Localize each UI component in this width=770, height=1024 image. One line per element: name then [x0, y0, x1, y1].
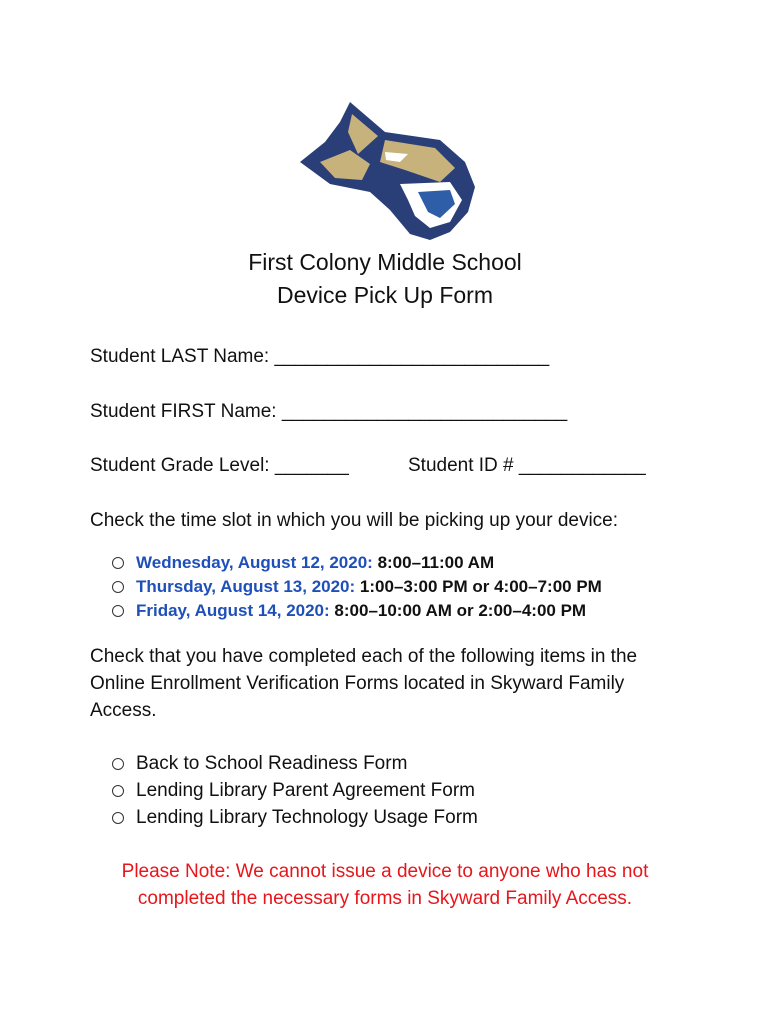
time-slot-option[interactable]: [112, 552, 494, 574]
time-slot-option[interactable]: [112, 600, 586, 622]
grade-level-field[interactable]: Student Grade Level: _______: [90, 455, 349, 476]
bobcat-mascot-icon: [290, 92, 490, 242]
note-line-2: completed the necessary forms in Skyward Family Access.: [137, 888, 633, 909]
form-checklist-item[interactable]: [112, 805, 478, 831]
time-slot-option[interactable]: [112, 576, 602, 598]
checkbox-circle-icon[interactable]: [112, 581, 124, 593]
school-name: First Colony Middle School: [248, 249, 522, 275]
last-name-field[interactable]: Student LAST Name: __________________________: [90, 346, 550, 367]
forms-prompt: Check that you have completed each of the following items in the Online Enrollment Verification Forms located in Skyward Family Access.: [90, 646, 638, 721]
checkbox-circle-icon[interactable]: [112, 605, 124, 617]
checkbox-circle-icon[interactable]: [112, 785, 124, 797]
form-checklist-item[interactable]: [112, 751, 407, 777]
time-slot-time: 1:00–3:00 PM or 4:00–7:00 PM: [359, 577, 602, 596]
form-item-label: Back to School Readiness Form: [136, 753, 408, 774]
time-slot-prompt: Check the time slot in which you will be picking up your device:: [90, 510, 619, 531]
form-item-label: Lending Library Parent Agreement Form: [136, 780, 476, 801]
student-id-field[interactable]: Student ID # ____________: [408, 455, 646, 476]
checkbox-circle-icon[interactable]: [112, 557, 124, 569]
form-title: Device Pick Up Form: [277, 282, 493, 308]
note-line-1: Please Note: We cannot issue a device to anyone who has not: [121, 861, 649, 882]
checkbox-circle-icon[interactable]: [112, 758, 124, 770]
form-item-label: Lending Library Technology Usage Form: [136, 807, 478, 828]
first-name-field[interactable]: Student FIRST Name: ___________________________: [90, 401, 568, 422]
please-note: [0, 858, 770, 912]
checkbox-circle-icon[interactable]: [112, 812, 124, 824]
time-slot-day: Thursday, August 13, 2020:: [136, 577, 356, 596]
form-checklist-item[interactable]: [112, 778, 475, 804]
time-slot-day: Friday, August 14, 2020:: [136, 601, 330, 620]
time-slot-time: 8:00–10:00 AM or 2:00–4:00 PM: [334, 601, 587, 620]
time-slot-time: 8:00–11:00 AM: [377, 553, 495, 572]
time-slot-day: Wednesday, August 12, 2020:: [136, 553, 373, 572]
